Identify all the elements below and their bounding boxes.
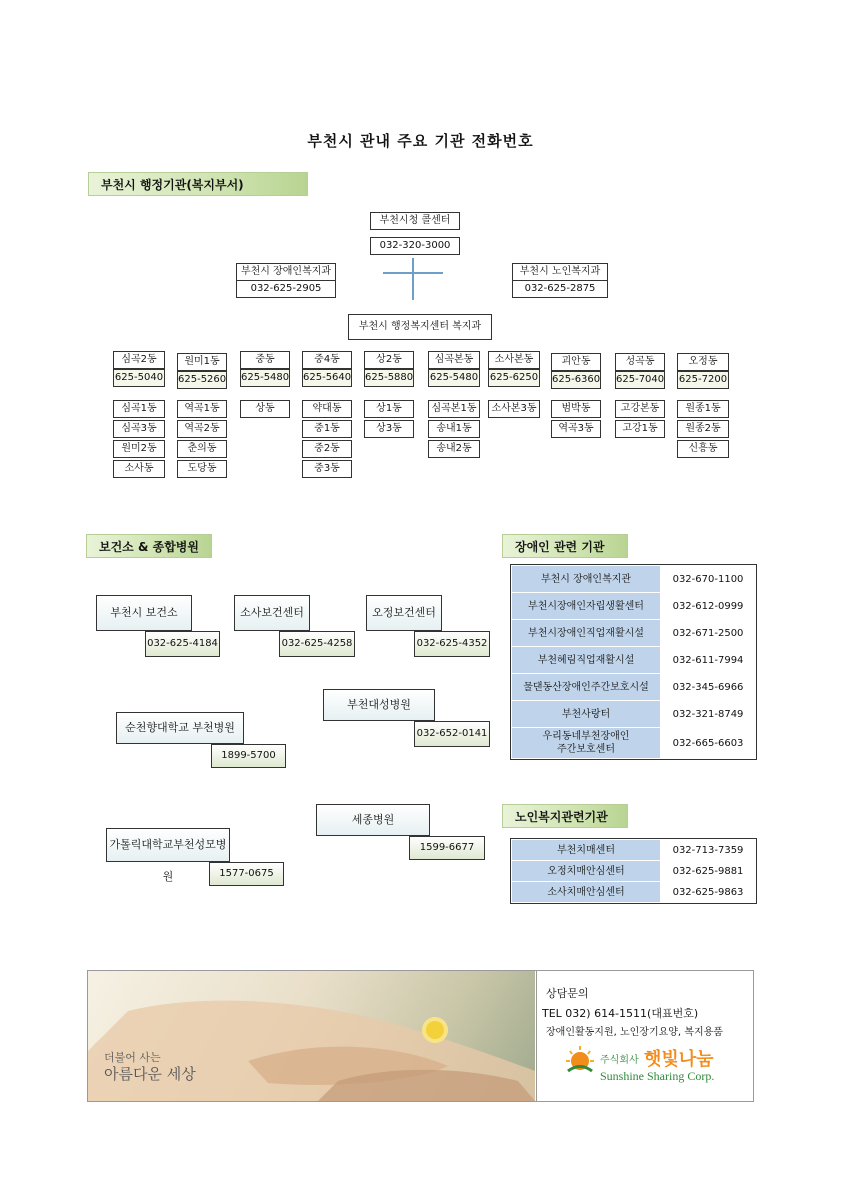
banner-divider — [536, 971, 537, 1101]
sub-district: 소사본3동 — [488, 400, 540, 418]
table-row — [512, 840, 756, 861]
org-tel: 032-321-8749 — [661, 701, 756, 728]
health-name-1: 소사보건센터 — [234, 595, 310, 631]
org-name: 부천시 장애인복지관 — [512, 566, 661, 593]
center-tel: 625-7040 — [615, 371, 665, 389]
org-tel: 032-625-9863 — [661, 882, 756, 903]
org-name: 부천치매센터 — [512, 840, 661, 861]
center-name: 중4동 — [302, 351, 352, 369]
callcenter-name: 부천시청 콜센터 — [370, 212, 460, 230]
center-tel: 625-5640 — [302, 369, 352, 387]
table-row — [512, 674, 756, 701]
health-name-2: 오정보건센터 — [366, 595, 442, 631]
section-admin: 부천시 행정기관(복지부서) — [88, 172, 308, 196]
sub-district: 심곡1동 — [113, 400, 165, 418]
cross-line-vertical — [412, 258, 414, 300]
sub-district: 약대동 — [302, 400, 352, 418]
sub-district: 중3동 — [302, 460, 352, 478]
sub-district: 송내2동 — [428, 440, 480, 458]
page-title: 부천시 관내 주요 기관 전화번호 — [307, 132, 534, 150]
org-name: 소사치매안심센터 — [512, 882, 661, 903]
center-name: 괴안동 — [551, 353, 601, 371]
banner-slogan-small: 더불어 사는 — [104, 1051, 161, 1064]
health-tel-2: 032-625-4352 — [414, 631, 490, 657]
center-name: 심곡본동 — [428, 351, 480, 369]
center-name: 상2동 — [364, 351, 414, 369]
disabled-dept-tel: 032-625-2905 — [236, 280, 336, 298]
center-tel: 625-6360 — [551, 371, 601, 389]
sub-district: 상1동 — [364, 400, 414, 418]
org-name: 오정치매안심센터 — [512, 861, 661, 882]
sub-district: 도당동 — [177, 460, 227, 478]
table-row — [512, 882, 756, 903]
center-name: 소사본동 — [488, 351, 540, 369]
org-name: 부천시장애인직업재활시설 — [512, 620, 661, 647]
health-name-0: 부천시 보건소 — [96, 595, 192, 631]
table-row — [512, 647, 756, 674]
company-kr-name: 햇빛나눔 — [644, 1049, 714, 1070]
sub-district: 고강1동 — [615, 420, 665, 438]
org-tel: 032-670-1100 — [661, 566, 756, 593]
company-en-name: Sunshine Sharing Corp. — [600, 1069, 715, 1083]
org-tel: 032-345-6966 — [661, 674, 756, 701]
sub-district: 심곡3동 — [113, 420, 165, 438]
sun-logo-icon — [562, 1045, 598, 1075]
sub-district: 상동 — [240, 400, 290, 418]
org-tel: 032-611-7994 — [661, 647, 756, 674]
sub-district: 춘의동 — [177, 440, 227, 458]
sub-district: 원종2동 — [677, 420, 729, 438]
flower-icon — [426, 1021, 444, 1039]
banner-photo — [88, 971, 535, 1101]
center-name: 심곡2동 — [113, 351, 165, 369]
health-name-6: 가톨릭대학교부천성모병원 — [106, 828, 230, 862]
sub-district: 중2동 — [302, 440, 352, 458]
contact-services: 장애인활동지원, 노인장기요양, 복지용품 — [546, 1027, 723, 1038]
center-name: 중동 — [240, 351, 290, 369]
sub-district: 역곡2동 — [177, 420, 227, 438]
disabled-orgs-table — [510, 564, 757, 760]
sub-district: 범박동 — [551, 400, 601, 418]
health-tel-3: 032-652-0141 — [414, 721, 490, 747]
sub-district: 신흥동 — [677, 440, 729, 458]
center-tel: 625-7200 — [677, 371, 729, 389]
health-tel-5: 1599-6677 — [409, 836, 485, 860]
section-disabled-orgs: 장애인 관련 기관 — [502, 534, 628, 558]
health-tel-6: 1577-0675 — [209, 862, 284, 886]
center-tel: 625-5260 — [177, 371, 227, 389]
health-name-4: 순천향대학교 부천병원 — [116, 712, 244, 744]
center-tel: 625-5880 — [364, 369, 414, 387]
banner-slogan-big: 아름다운 세상 — [104, 1065, 196, 1083]
sub-district: 역곡3동 — [551, 420, 601, 438]
table-row — [512, 566, 756, 593]
contact-tel: TEL 032) 614-1511(대표번호) — [542, 1007, 699, 1020]
ad-banner — [87, 970, 754, 1102]
sub-district: 상3동 — [364, 420, 414, 438]
center-tel: 625-5040 — [113, 369, 165, 387]
sub-district: 송내1동 — [428, 420, 480, 438]
elderly-dept-tel: 032-625-2875 — [512, 280, 608, 298]
org-tel: 032-625-9881 — [661, 861, 756, 882]
sub-district: 중1동 — [302, 420, 352, 438]
org-tel: 032-665-6603 — [661, 728, 756, 759]
center-name: 성곡동 — [615, 353, 665, 371]
disabled-dept-name: 부천시 장애인복지과 — [236, 263, 336, 281]
elderly-dept-name: 부천시 노인복지과 — [512, 263, 608, 281]
center-tel: 625-5480 — [240, 369, 290, 387]
health-tel-0: 032-625-4184 — [145, 631, 220, 657]
sub-district: 원종1동 — [677, 400, 729, 418]
org-tel: 032-612-0999 — [661, 593, 756, 620]
health-tel-1: 032-625-4258 — [279, 631, 355, 657]
org-name: 부천사랑터 — [512, 701, 661, 728]
health-name-3: 부천대성병원 — [323, 689, 435, 721]
org-name: 부천시장애인자립생활센터 — [512, 593, 661, 620]
welfare-center-box: 부천시 행정복지센터 복지과 — [348, 314, 492, 340]
callcenter-tel: 032-320-3000 — [370, 237, 460, 255]
org-name: 물댄동산장애인주간보호시설 — [512, 674, 661, 701]
center-tel: 625-6250 — [488, 369, 540, 387]
center-name: 오정동 — [677, 353, 729, 371]
contact-title: 상담문의 — [546, 987, 589, 1000]
health-name-5: 세종병원 — [316, 804, 430, 836]
table-row — [512, 701, 756, 728]
org-name: 우리동네부천장애인 주간보호센터 — [512, 728, 661, 759]
sub-district: 심곡본1동 — [428, 400, 480, 418]
org-tel: 032-671-2500 — [661, 620, 756, 647]
center-name: 원미1동 — [177, 353, 227, 371]
table-row — [512, 593, 756, 620]
table-row — [512, 620, 756, 647]
health-tel-4: 1899-5700 — [211, 744, 286, 768]
sub-district: 소사동 — [113, 460, 165, 478]
section-elderly-orgs: 노인복지관련기관 — [502, 804, 628, 828]
table-row — [512, 728, 756, 759]
sub-district: 역곡1동 — [177, 400, 227, 418]
company-kr-prefix: 주식회사 — [600, 1055, 639, 1066]
section-health: 보건소 & 종합병원 — [86, 534, 212, 558]
sub-district: 원미2동 — [113, 440, 165, 458]
table-row — [512, 861, 756, 882]
org-name: 부천혜림직업재활시설 — [512, 647, 661, 674]
org-tel: 032-713-7359 — [661, 840, 756, 861]
elderly-orgs-table — [510, 838, 757, 904]
center-tel: 625-5480 — [428, 369, 480, 387]
sub-district: 고강본동 — [615, 400, 665, 418]
